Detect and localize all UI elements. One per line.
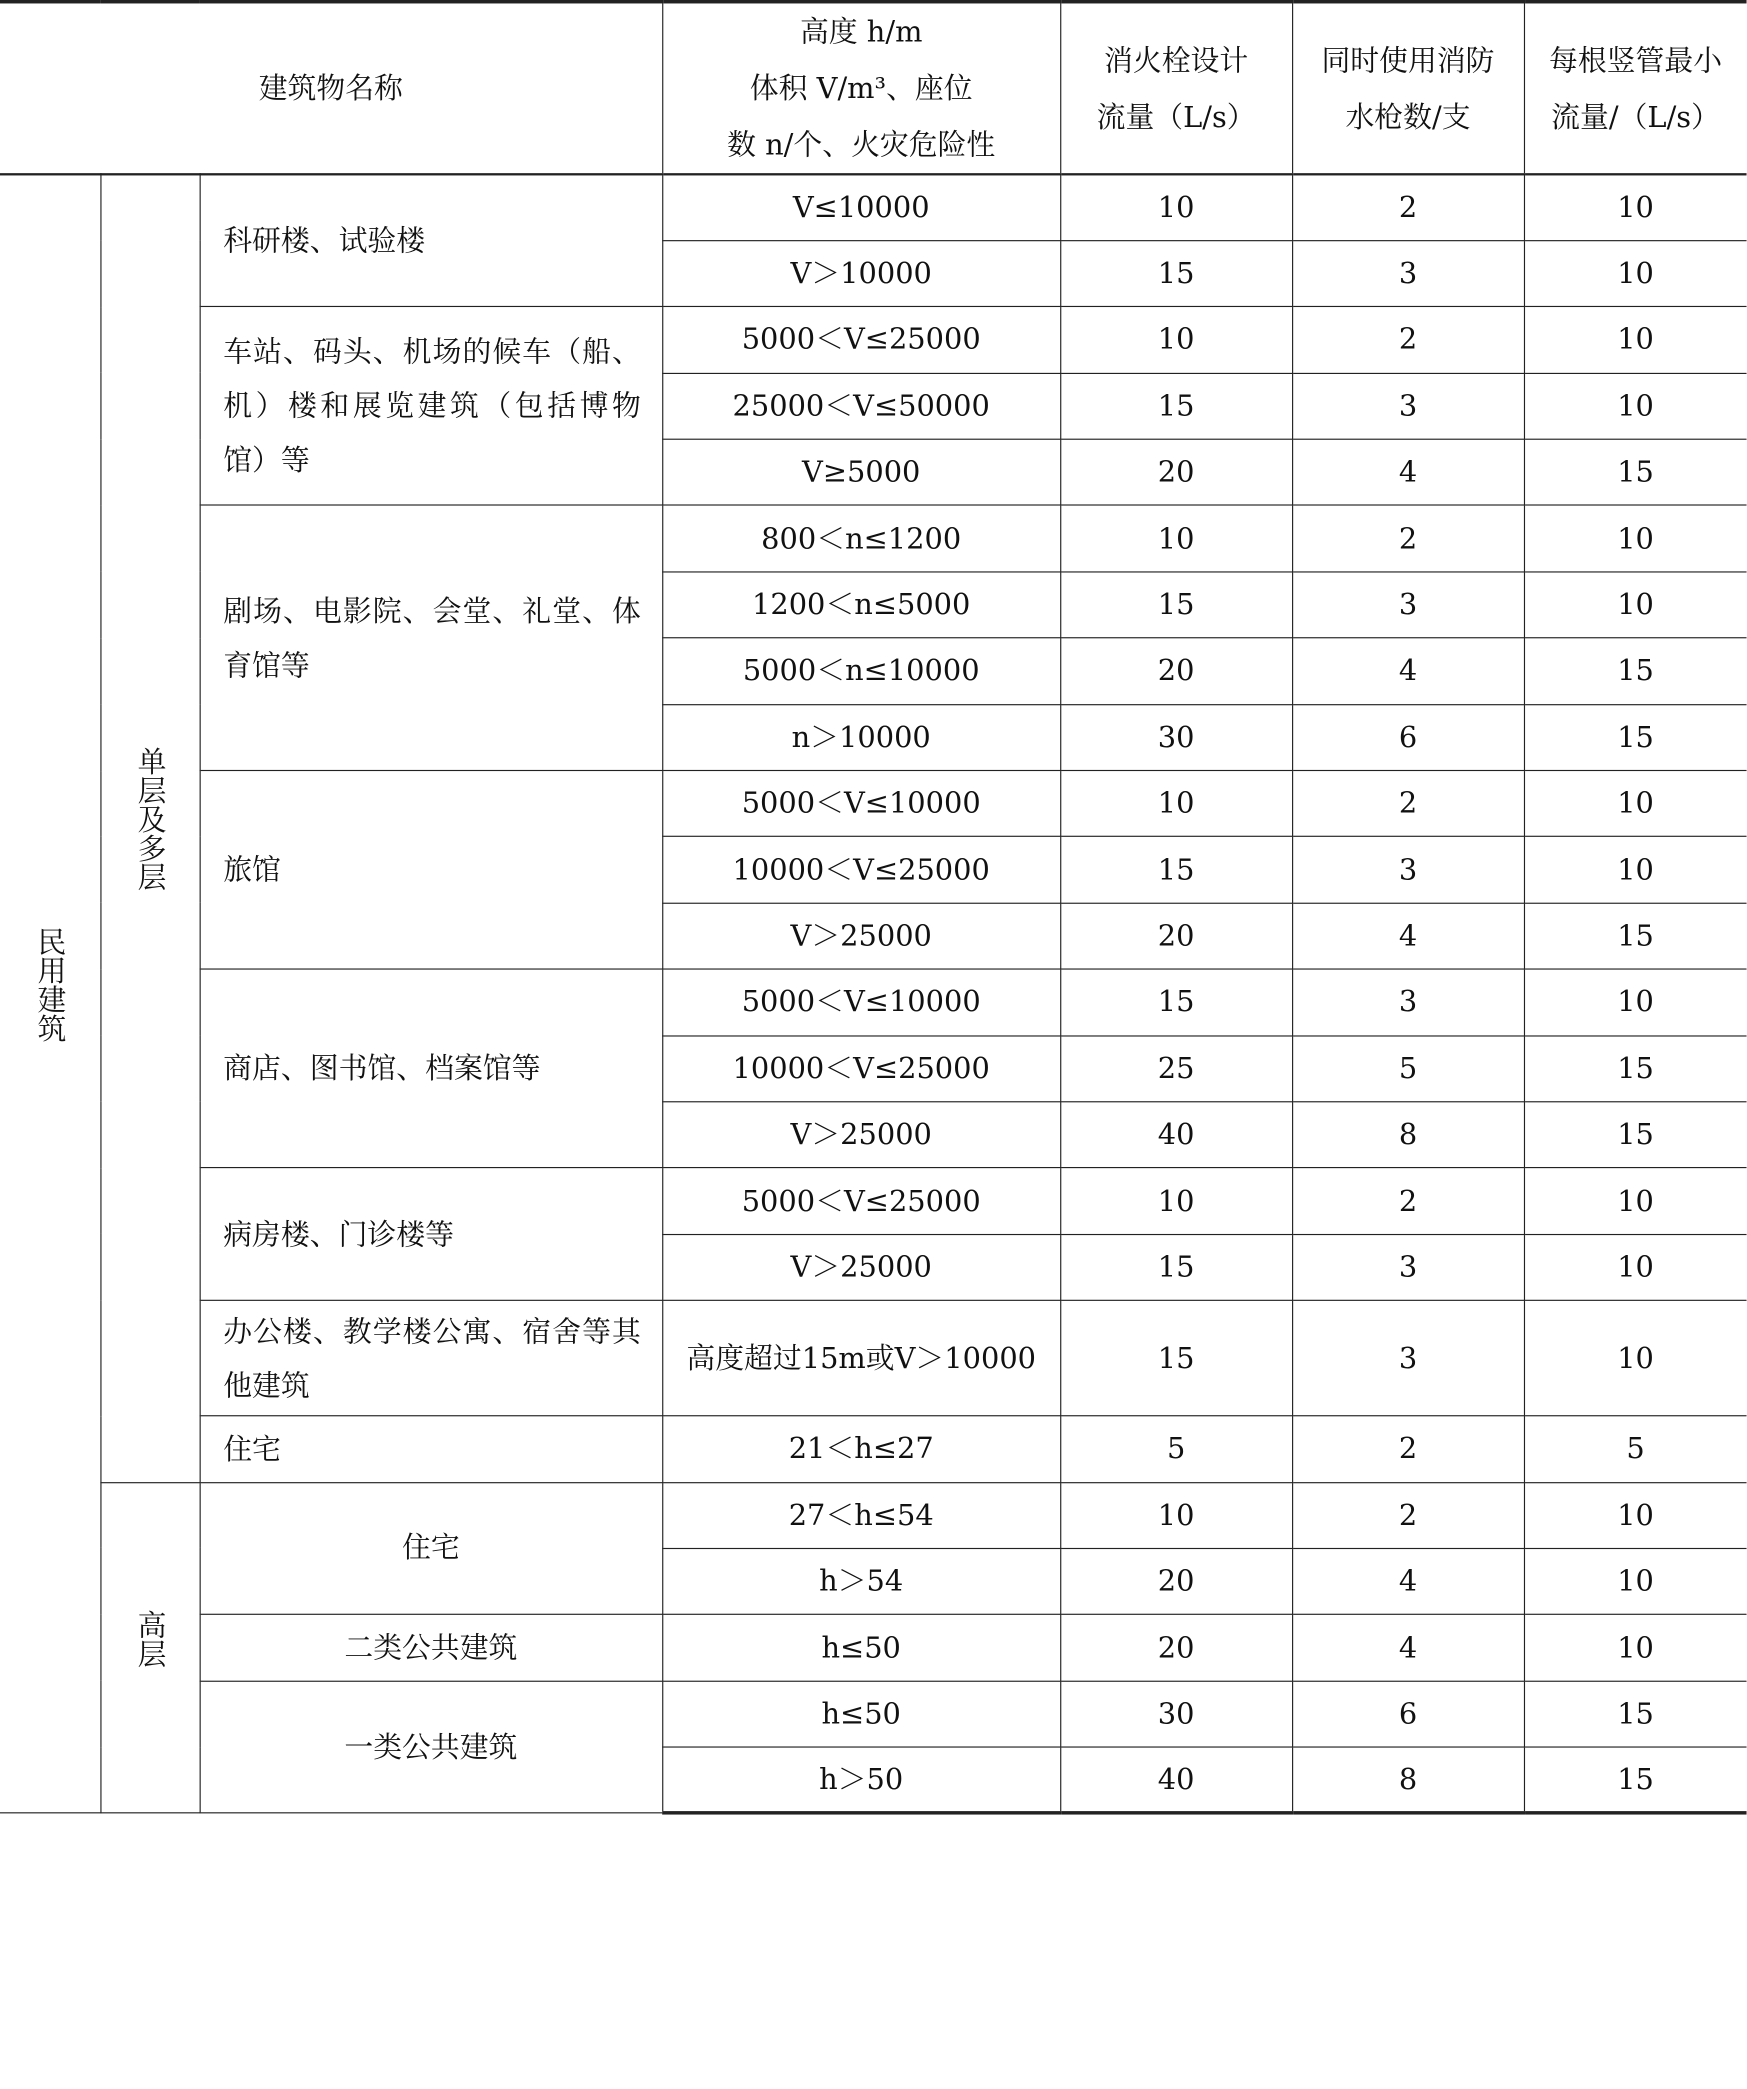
flow-cell: 10 xyxy=(1060,174,1292,240)
header-criteria-line-1: 高度 h/m xyxy=(799,15,923,49)
criteria-cell: V＞10000 xyxy=(662,241,1060,307)
guns-cell: 6 xyxy=(1292,704,1524,770)
building-name-cell: 住宅 xyxy=(200,1482,663,1614)
building-name-cell: 病房楼、门诊楼等 xyxy=(200,1168,663,1300)
criteria-cell: 5000＜V≤25000 xyxy=(662,1168,1060,1234)
flow-cell: 10 xyxy=(1060,307,1292,373)
criteria-cell: 27＜h≤54 xyxy=(662,1482,1060,1548)
flow-cell: 15 xyxy=(1060,969,1292,1035)
riser-cell: 10 xyxy=(1524,969,1747,1035)
criteria-cell: h＞54 xyxy=(662,1548,1060,1614)
criteria-cell: 5000＜V≤10000 xyxy=(662,969,1060,1035)
flow-cell: 15 xyxy=(1060,373,1292,439)
criteria-cell: 10000＜V≤25000 xyxy=(662,1035,1060,1101)
building-name-cell: 办公楼、教学楼公寓、宿舍等其他建筑 xyxy=(200,1300,663,1415)
criteria-cell: V＞25000 xyxy=(662,1102,1060,1168)
group-label: 高层 xyxy=(133,1609,167,1668)
table-row xyxy=(0,1168,1747,1234)
flow-cell: 15 xyxy=(1060,241,1292,307)
guns-cell: 3 xyxy=(1292,572,1524,638)
header-riser-flow-line-1: 每根竖管最小 xyxy=(1549,43,1723,77)
header-guns-line-2: 水枪数/支 xyxy=(1345,99,1471,134)
criteria-cell: h＞50 xyxy=(662,1747,1060,1813)
flow-cell: 30 xyxy=(1060,1681,1292,1747)
table-body xyxy=(0,174,1747,1813)
criteria-cell: h≤50 xyxy=(662,1681,1060,1747)
criteria-cell: 800＜n≤1200 xyxy=(662,506,1060,572)
guns-cell: 2 xyxy=(1292,1168,1524,1234)
table-row xyxy=(0,1416,1747,1482)
building-name-cell: 一类公共建筑 xyxy=(200,1681,663,1813)
guns-cell: 4 xyxy=(1292,903,1524,969)
header-criteria-line-3: 数 n/个、火灾危险性 xyxy=(727,128,996,162)
header-guns-line-1: 同时使用消防 xyxy=(1321,43,1495,77)
building-name-cell: 商店、图书馆、档案馆等 xyxy=(200,969,663,1168)
guns-cell: 3 xyxy=(1292,969,1524,1035)
group-label: 单层及多层 xyxy=(133,747,167,892)
guns-cell: 3 xyxy=(1292,1300,1524,1415)
table-row xyxy=(0,771,1747,837)
riser-cell: 10 xyxy=(1524,837,1747,903)
guns-cell: 2 xyxy=(1292,506,1524,572)
header-riser-flow-line-2: 流量/（L/s） xyxy=(1551,99,1720,134)
criteria-cell: h≤50 xyxy=(662,1615,1060,1681)
table-row xyxy=(0,1300,1747,1415)
riser-cell: 10 xyxy=(1524,174,1747,240)
riser-cell: 15 xyxy=(1524,1102,1747,1168)
riser-cell: 5 xyxy=(1524,1416,1747,1482)
flow-cell: 10 xyxy=(1060,506,1292,572)
criteria-cell: 5000＜n≤10000 xyxy=(662,638,1060,704)
riser-cell: 10 xyxy=(1524,1234,1747,1300)
riser-cell: 15 xyxy=(1524,704,1747,770)
group-cell xyxy=(100,174,199,1482)
criteria-cell: n＞10000 xyxy=(662,704,1060,770)
building-name-cell: 住宅 xyxy=(200,1416,663,1482)
header-criteria xyxy=(662,2,1060,175)
flow-cell: 40 xyxy=(1060,1747,1292,1813)
guns-cell: 8 xyxy=(1292,1747,1524,1813)
guns-cell: 5 xyxy=(1292,1035,1524,1101)
riser-cell: 10 xyxy=(1524,241,1747,307)
building-name-cell: 车站、码头、机场的候车（船、机）楼和展览建筑（包括博物馆）等 xyxy=(200,307,663,506)
guns-cell: 4 xyxy=(1292,1548,1524,1614)
riser-cell: 10 xyxy=(1524,506,1747,572)
guns-cell: 6 xyxy=(1292,1681,1524,1747)
header-riser-flow xyxy=(1524,2,1747,175)
table-row xyxy=(0,307,1747,373)
criteria-cell: 5000＜V≤10000 xyxy=(662,771,1060,837)
riser-cell: 10 xyxy=(1524,1168,1747,1234)
group-cell xyxy=(100,1482,199,1813)
riser-cell: 15 xyxy=(1524,1681,1747,1747)
header-building-name: 建筑物名称 xyxy=(0,2,662,175)
criteria-cell: 1200＜n≤5000 xyxy=(662,572,1060,638)
riser-cell: 10 xyxy=(1524,1300,1747,1415)
table-row xyxy=(0,1615,1747,1681)
category-cell xyxy=(0,174,100,1813)
criteria-cell: 高度超过15m或V＞10000 xyxy=(662,1300,1060,1415)
riser-cell: 15 xyxy=(1524,439,1747,505)
riser-cell: 15 xyxy=(1524,903,1747,969)
building-name-cell: 二类公共建筑 xyxy=(200,1615,663,1681)
flow-cell: 10 xyxy=(1060,1482,1292,1548)
riser-cell: 10 xyxy=(1524,1482,1747,1548)
table-row xyxy=(0,969,1747,1035)
guns-cell: 4 xyxy=(1292,439,1524,505)
flow-cell: 20 xyxy=(1060,1615,1292,1681)
flow-cell: 20 xyxy=(1060,903,1292,969)
building-name-cell: 剧场、电影院、会堂、礼堂、体育馆等 xyxy=(200,506,663,771)
riser-cell: 15 xyxy=(1524,638,1747,704)
table-row xyxy=(0,1482,1747,1548)
guns-cell: 2 xyxy=(1292,1416,1524,1482)
criteria-cell: V＞25000 xyxy=(662,1234,1060,1300)
guns-cell: 3 xyxy=(1292,837,1524,903)
guns-cell: 3 xyxy=(1292,241,1524,307)
criteria-cell: V≤10000 xyxy=(662,174,1060,240)
flow-cell: 20 xyxy=(1060,439,1292,505)
riser-cell: 10 xyxy=(1524,572,1747,638)
guns-cell: 4 xyxy=(1292,1615,1524,1681)
guns-cell: 2 xyxy=(1292,307,1524,373)
flow-cell: 15 xyxy=(1060,837,1292,903)
criteria-cell: 21＜h≤27 xyxy=(662,1416,1060,1482)
guns-cell: 4 xyxy=(1292,638,1524,704)
guns-cell: 2 xyxy=(1292,174,1524,240)
header-hydrant-flow xyxy=(1060,2,1292,175)
criteria-cell: 5000＜V≤25000 xyxy=(662,307,1060,373)
flow-cell: 20 xyxy=(1060,638,1292,704)
header-row xyxy=(0,2,1747,175)
building-name-cell: 旅馆 xyxy=(200,771,663,970)
guns-cell: 3 xyxy=(1292,1234,1524,1300)
table-row xyxy=(0,506,1747,572)
table-row xyxy=(0,174,1747,240)
riser-cell: 10 xyxy=(1524,1548,1747,1614)
flow-cell: 5 xyxy=(1060,1416,1292,1482)
riser-cell: 10 xyxy=(1524,1615,1747,1681)
guns-cell: 2 xyxy=(1292,1482,1524,1548)
building-name-cell: 科研楼、试验楼 xyxy=(200,174,663,306)
category-label: 民用建筑 xyxy=(33,927,67,1043)
flow-cell: 15 xyxy=(1060,572,1292,638)
flow-cell: 30 xyxy=(1060,704,1292,770)
criteria-cell: V≥5000 xyxy=(662,439,1060,505)
table-row xyxy=(0,1681,1747,1747)
header-guns xyxy=(1292,2,1524,175)
guns-cell: 2 xyxy=(1292,771,1524,837)
flow-cell: 15 xyxy=(1060,1234,1292,1300)
riser-cell: 10 xyxy=(1524,307,1747,373)
flow-cell: 40 xyxy=(1060,1102,1292,1168)
flow-cell: 10 xyxy=(1060,771,1292,837)
flow-cell: 20 xyxy=(1060,1548,1292,1614)
criteria-cell: 10000＜V≤25000 xyxy=(662,837,1060,903)
flow-cell: 15 xyxy=(1060,1300,1292,1415)
riser-cell: 10 xyxy=(1524,373,1747,439)
criteria-cell: 25000＜V≤50000 xyxy=(662,373,1060,439)
header-hydrant-flow-line-1: 消火栓设计 xyxy=(1104,43,1249,77)
header-hydrant-flow-line-2: 流量（L/s） xyxy=(1096,99,1256,134)
riser-cell: 15 xyxy=(1524,1747,1747,1813)
criteria-cell: V＞25000 xyxy=(662,903,1060,969)
flow-cell: 25 xyxy=(1060,1035,1292,1101)
flow-cell: 10 xyxy=(1060,1168,1292,1234)
guns-cell: 3 xyxy=(1292,373,1524,439)
guns-cell: 8 xyxy=(1292,1102,1524,1168)
header-criteria-line-2: 体积 V/m³、座位 xyxy=(749,71,973,106)
riser-cell: 15 xyxy=(1524,1035,1747,1101)
riser-cell: 10 xyxy=(1524,771,1747,837)
